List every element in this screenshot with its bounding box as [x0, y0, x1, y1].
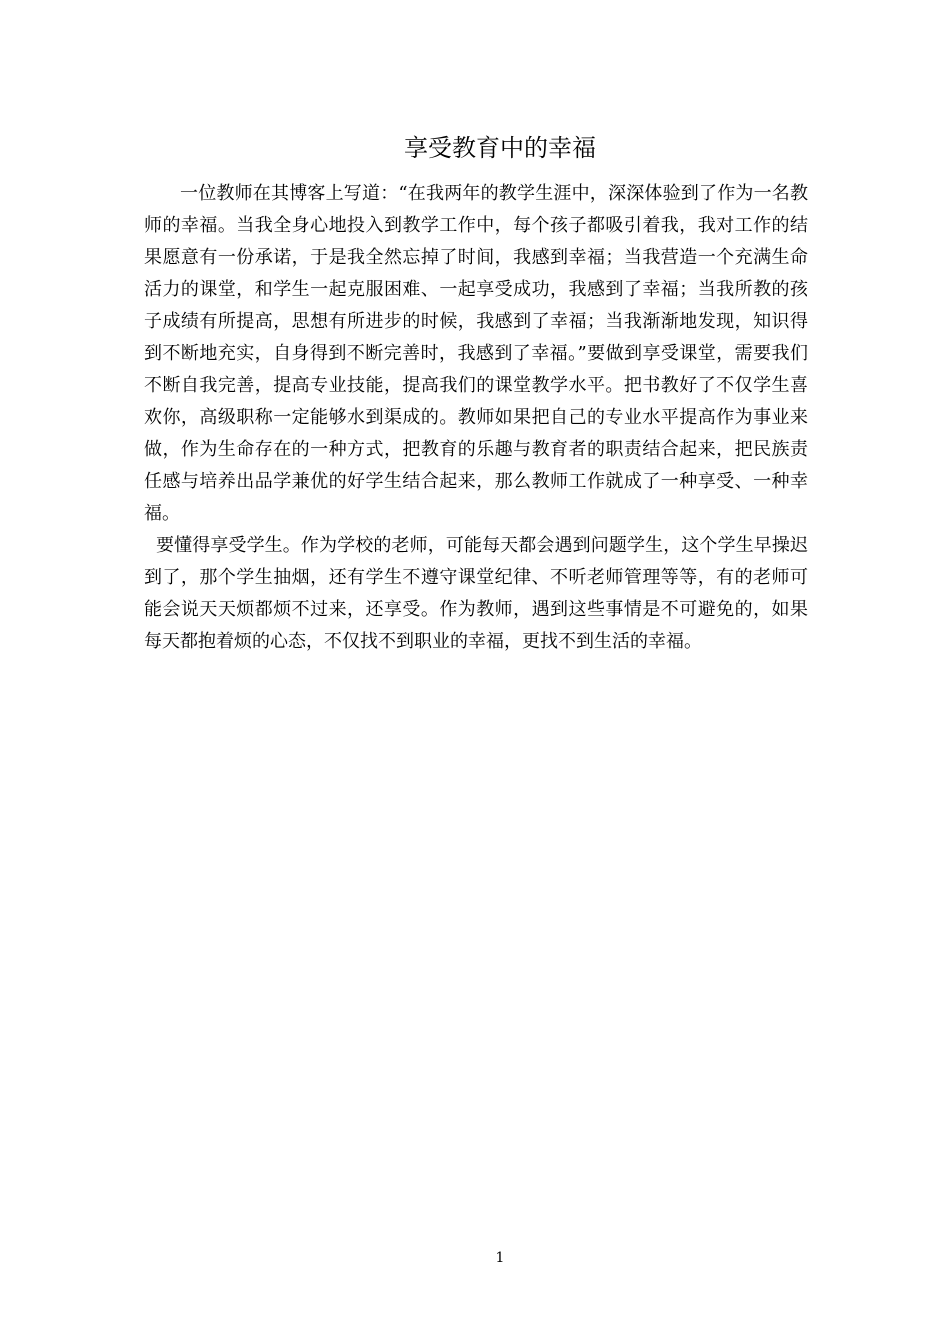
page-number: 1 — [495, 1250, 505, 1266]
paragraph-2: 要懂得享受学生。作为学校的老师，可能每天都会遇到问题学生，这个学生早操迟到了，那个学生抽烟，还有学生不遵守课堂纪律、不听老师管理等等，有的老师可能会说天天烦都烦不过来，还享受。作为教师，遇到这些事情是不可避免的，如果每天都抱着烦的心态，不仅找不到职业的幸福，更找不到生活的幸福。 — [144, 535, 808, 652]
document-body — [144, 178, 808, 658]
paragraph-1: 一位教师在其博客上写道：“在我两年的教学生涯中，深深体验到了作为一名教师的幸福。当我全身心地投入到教学工作中，每个孩子都吸引着我，我对工作的结果愿意有一份承诺，于是我全然忘掉了时间，我感到幸福；当我营造一个充满生命活力的课堂，和学生一起克服困难、一起享受成功，我感到了幸福；当我所教的孩子成绩有所提高，思想有所进步的时候，我感到了幸福；当我渐渐地发现，知识得到不断地充实，自身得到不断完善时，我感到了幸福。”要做到享受课堂，需要我们不断自我完善，提高专业技能，提高我们的课堂教学水平。把书教好了不仅学生喜欢你，高级职称一定能够水到渠成的。教师如果把自己的专业水平提高作为事业来做，作为生命存在的一种方式，把教育的乐趣与教育者的职责结合起来，把民族责任感与培养出品学兼优的好学生结合起来，那么教师工作就成了一种享受、一种幸福。 — [144, 183, 808, 524]
page-title: 享受教育中的幸福 — [404, 134, 596, 162]
